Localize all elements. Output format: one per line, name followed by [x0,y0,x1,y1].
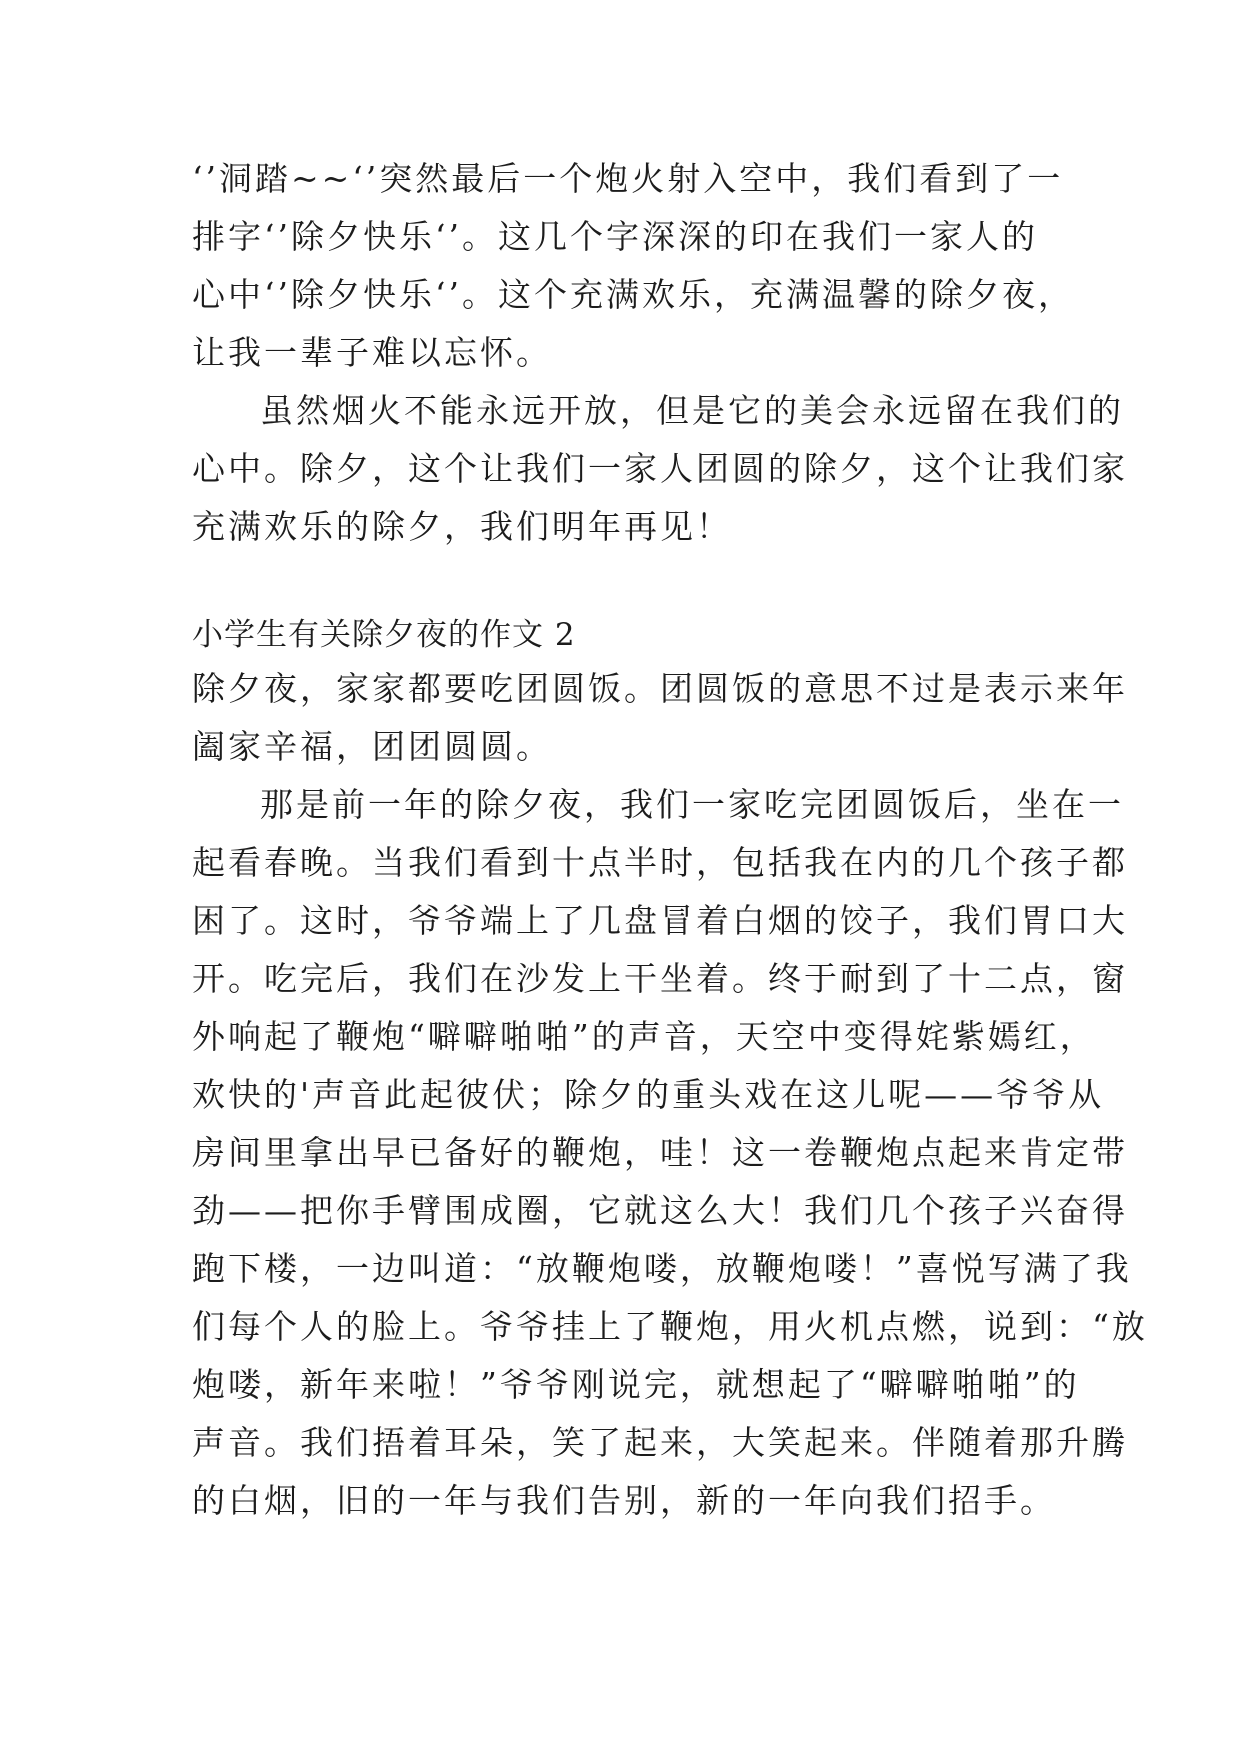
paragraph-line: 们每个人的脸上。爷爷挂上了鞭炮，用火机点燃，说到：“放 [192,1307,1148,1346]
paragraph-line: 那是前一年的除夕夜，我们一家吃完团圆饭后，坐在一 [260,785,1124,824]
paragraph-line: 炮喽，新年来啦！”爷爷刚说完，就想起了“噼噼啪啪”的 [192,1365,1080,1404]
paragraph-line: 困了。这时，爷爷端上了几盘冒着白烟的饺子，我们胃口大 [192,901,1128,940]
paragraph-line: 跑下楼，一边叫道：“放鞭炮喽，放鞭炮喽！”喜悦写满了我 [192,1249,1132,1288]
paragraph-line: 开。吃完后，我们在沙发上干坐着。终于耐到了十二点，窗 [192,959,1128,998]
paragraph-line: 心中‘’除夕快乐‘’。这个充满欢乐，充满温馨的除夕夜， [192,275,1074,314]
section-heading: 小学生有关除夕夜的作文 2 [192,617,576,653]
paragraph-line: 心中。除夕，这个让我们一家人团圆的除夕，这个让我们家 [192,449,1128,488]
paragraph-line: ‘’洞踏~~‘’突然最后一个炮火射入空中，我们看到了一 [192,159,1064,198]
paragraph-line: 阖家辛福，团团圆圆。 [192,727,552,766]
paragraph-line: 欢快的'声音此起彼伏；除夕的重头戏在这儿呢——爷爷从 [192,1075,1105,1114]
paragraph-line: 排字‘’除夕快乐‘’。这几个字深深的印在我们一家人的 [192,217,1038,256]
paragraph-line: 虽然烟火不能永远开放，但是它的美会永远留在我们的 [260,391,1124,430]
paragraph-line: 劲——把你手臂围成圈，它就这么大！我们几个孩子兴奋得 [192,1191,1128,1230]
paragraph-line: 充满欢乐的除夕，我们明年再见！ [192,507,732,546]
paragraph-line: 声音。我们捂着耳朵，笑了起来，大笑起来。伴随着那升腾 [192,1423,1128,1462]
paragraph-line: 房间里拿出早已备好的鞭炮，哇！这一卷鞭炮点起来肯定带 [192,1133,1128,1172]
paragraph-line: 起看春晚。当我们看到十点半时，包括我在内的几个孩子都 [192,843,1128,882]
paragraph-line: 的白烟，旧的一年与我们告别，新的一年向我们招手。 [192,1481,1056,1520]
paragraph-line: 除夕夜，家家都要吃团圆饭。团圆饭的意思不过是表示来年 [192,669,1128,708]
paragraph-line: 外响起了鞭炮“噼噼啪啪”的声音，天空中变得姹紫嫣红， [192,1017,1096,1056]
paragraph-line: 让我一辈子难以忘怀。 [192,333,552,372]
